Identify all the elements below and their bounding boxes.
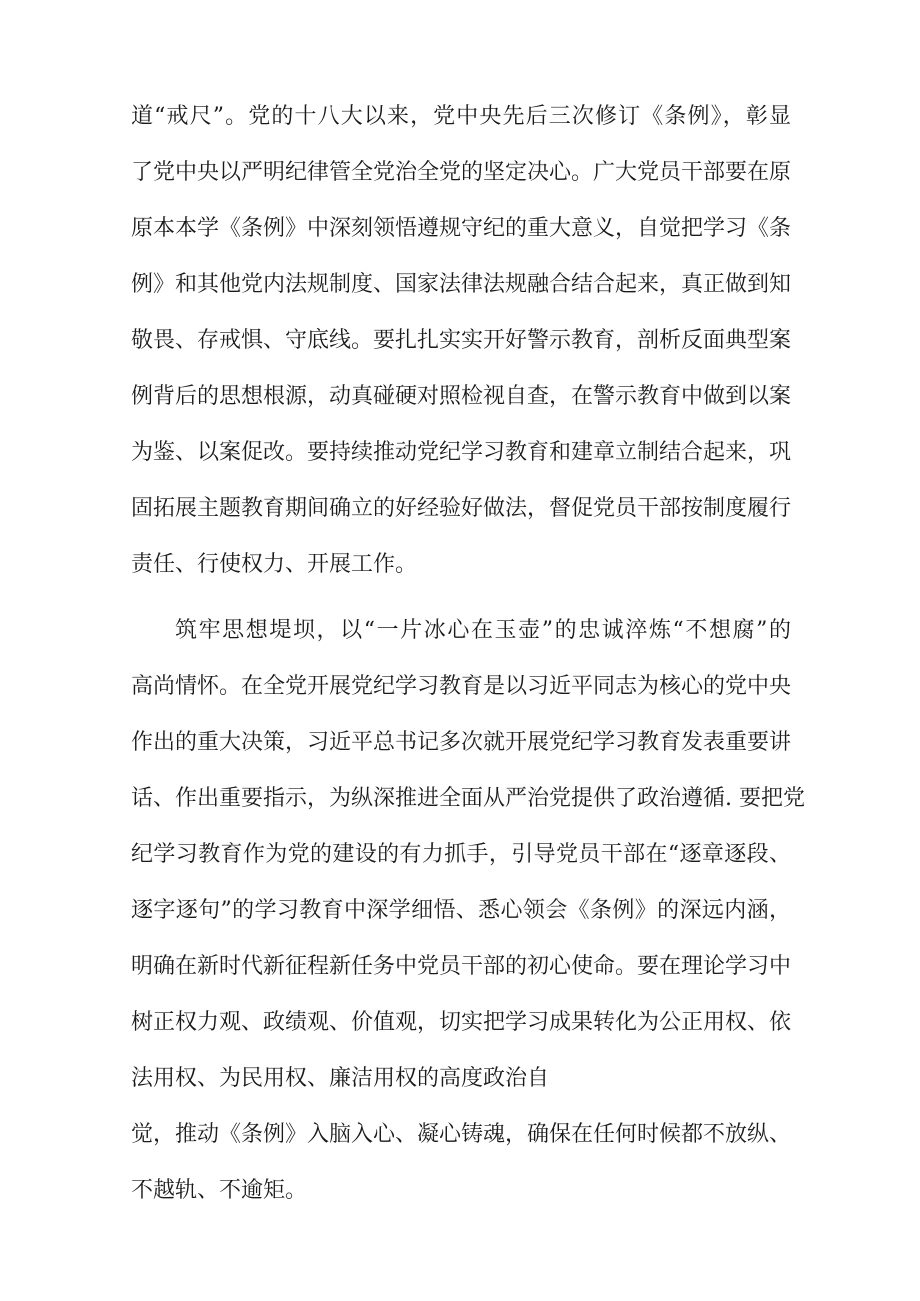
paragraph-2 xyxy=(131,616,805,1206)
text-line: 作出的重大决策，习近平总书记多次就开展党纪学习教育发表重要讲 xyxy=(131,730,792,755)
document-body xyxy=(131,102,805,1232)
text-line: 例》和其他党内法规制度、国家法律法规融合结合起来，真正做到知 xyxy=(131,272,792,297)
text-line: 觉，推动《条例》入脑入心、凝心铸魂，确保在任何时候都不放纵、 xyxy=(131,1122,792,1147)
paragraph-gap xyxy=(131,606,791,616)
text-line: 原本本学《条例》中深刻领悟遵规守纪的重大意义，自觉把学习《条 xyxy=(131,216,792,241)
text-line: 了党中央以严明纪律管全党治全党的坚定决心。广大党员干部要在原 xyxy=(131,160,792,185)
text-line: 逐字逐句”的学习教育中深学细悟、悉心领会《条例》的深远内涵， xyxy=(131,898,791,923)
paragraph-1 xyxy=(131,102,791,580)
text-line: 法用权、为民用权、廉洁用权的高度政治自 xyxy=(131,1066,550,1091)
text-line: 话、作出重要指示，为纵深推进全面从严治党提供了政治遵循. 要把党 xyxy=(131,786,805,811)
text-line: 道“戒尺”。党的十八大以来，党中央先后三次修订《条例》，彰显 xyxy=(131,104,791,129)
text-line: 树正权力观、政绩观、价值观，切实把学习成果转化为公正用权、依 xyxy=(131,1010,792,1035)
text-line: 高尚情怀。在全党开展党纪学习教育是以习近平同志为核心的党中央 xyxy=(131,674,792,699)
text-line: 明确在新时代新征程新任务中党员干部的初心使命。要在理论学习中 xyxy=(131,954,792,979)
text-line: 不越轨、不逾矩。 xyxy=(131,1178,308,1203)
text-line: 纪学习教育作为党的建设的有力抓手，引导党员干部在“逐章逐段、 xyxy=(131,842,791,867)
text-line: 为鉴、以案促改。要持续推动党纪学习教育和建章立制结合起来，巩 xyxy=(131,440,792,465)
text-line: 例背后的思想根源，动真碰硬对照检视自查，在警示教育中做到以案 xyxy=(131,384,792,409)
text-line: 固拓展主题教育期间确立的好经验好做法，督促党员干部按制度履行 xyxy=(131,496,792,521)
text-line: 筑牢思想堤坝，以“一片冰心在玉壶”的忠诚淬炼“不想腐”的 xyxy=(175,618,791,643)
text-line: 责任、行使权力、开展工作。 xyxy=(131,552,418,577)
text-line: 敬畏、存戒惧、守底线。要扎扎实实开好警示教育，剖析反面典型案 xyxy=(131,328,792,353)
